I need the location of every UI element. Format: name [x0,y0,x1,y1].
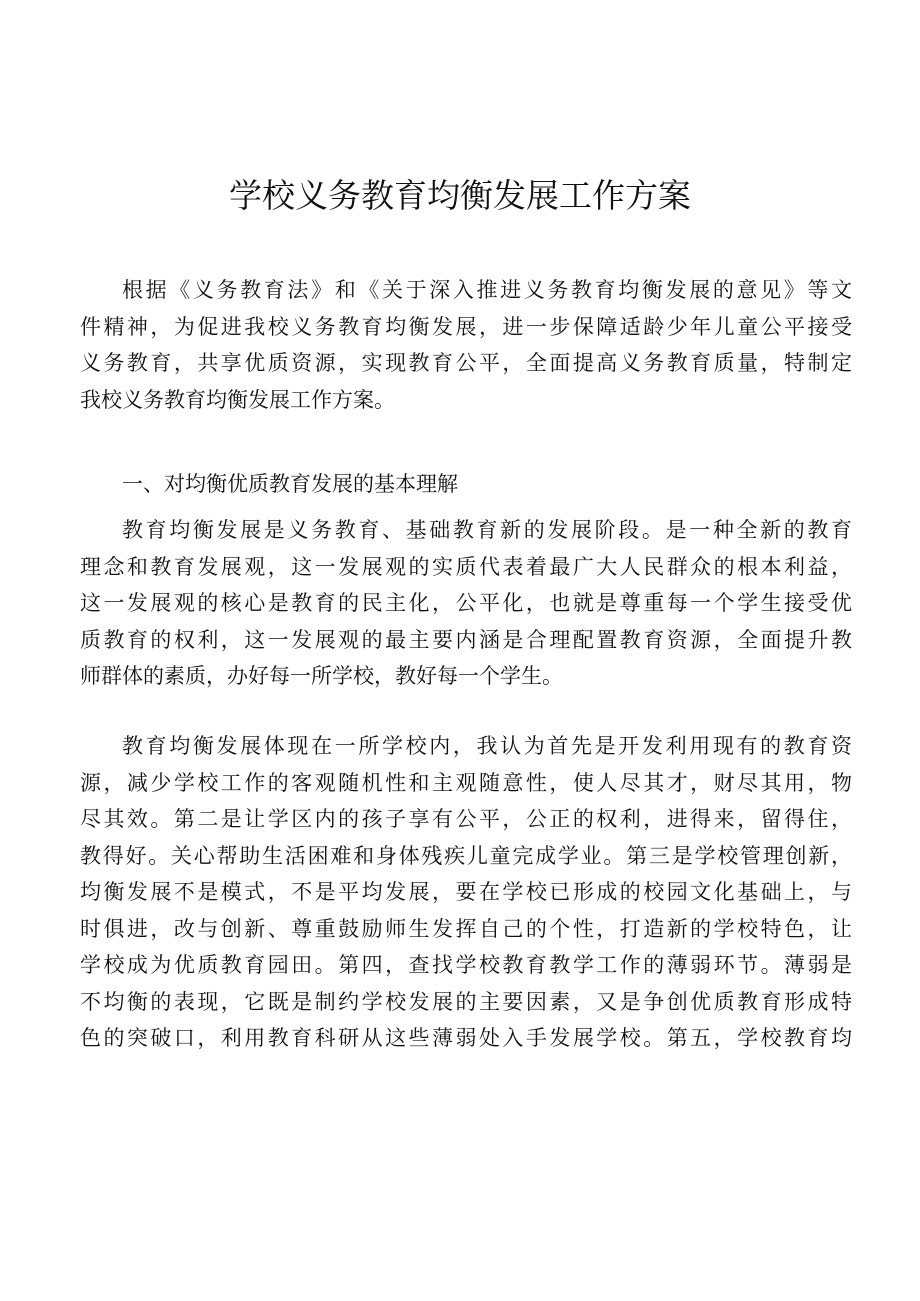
text-line: 色的突破口，利用教育科研从这些薄弱处入手发展学校。第五，学校教育均 [80,1026,852,1050]
section-heading-1: 一、对均衡优质教育发展的基本理解 [122,472,458,496]
text-line: 尽其效。第二是让学区内的孩子享有公平，公正的权利，进得来，留得住， [80,807,852,831]
text-line: 件精神，为促进我校义务教育均衡发展，进一步保障适龄少年儿童公平接受 [80,314,852,339]
text-line: 不均衡的表现，它既是制约学校发展的主要因素，又是争创优质教育形成特 [80,989,852,1014]
text-line: 这一发展观的核心是教育的民主化，公平化，也就是尊重每一个学生接受优 [80,591,852,615]
text-line: 时俱进，改与创新、尊重鼓励师生发挥自己的个性，打造新的学校特色，让 [80,916,852,941]
paragraph-understanding [80,512,852,695]
text-line: 根据《义务教育法》和《关于深入推进义务教育均衡发展的意见》等文 [122,278,852,302]
text-line: 学校成为优质教育园田。第四，查找学校教育教学工作的薄弱环节。薄弱是 [80,953,852,977]
text-line: 我校义务教育均衡发展工作方案。 [80,387,395,412]
text-line: 源，减少学校工作的客观随机性和主观随意性，使人尽其才，财尽其用，物 [80,770,852,795]
text-line: 教育均衡发展是义务教育、基础教育新的发展阶段。是一种全新的教育 [122,518,852,542]
document-title: 学校义务教育均衡发展工作方案 [229,176,691,215]
text-line: 均衡发展不是模式，不是平均发展，要在学校已形成的校园文化基础上，与 [80,880,852,904]
paragraph-school-balance [80,728,852,1057]
text-line: 师群体的素质，办好每一所学校，教好每一个学生。 [80,664,563,688]
text-line: 教得好。关心帮助生活困难和身体残疾儿童完成学业。第三是学校管理创新， [80,843,852,868]
text-line: 义务教育，共享优质资源，实现教育公平，全面提高义务教育质量，特制定 [80,351,852,375]
text-line: 教育均衡发展体现在一所学校内，我认为首先是开发利用现有的教育资 [122,734,852,758]
text-line: 理念和教育发展观，这一发展观的实质代表着最广大人民群众的根本利益， [80,554,852,579]
text-line: 质教育的权利，这一发展观的最主要内涵是合理配置教育资源，全面提升教 [80,627,852,652]
paragraph-intro [80,272,852,418]
